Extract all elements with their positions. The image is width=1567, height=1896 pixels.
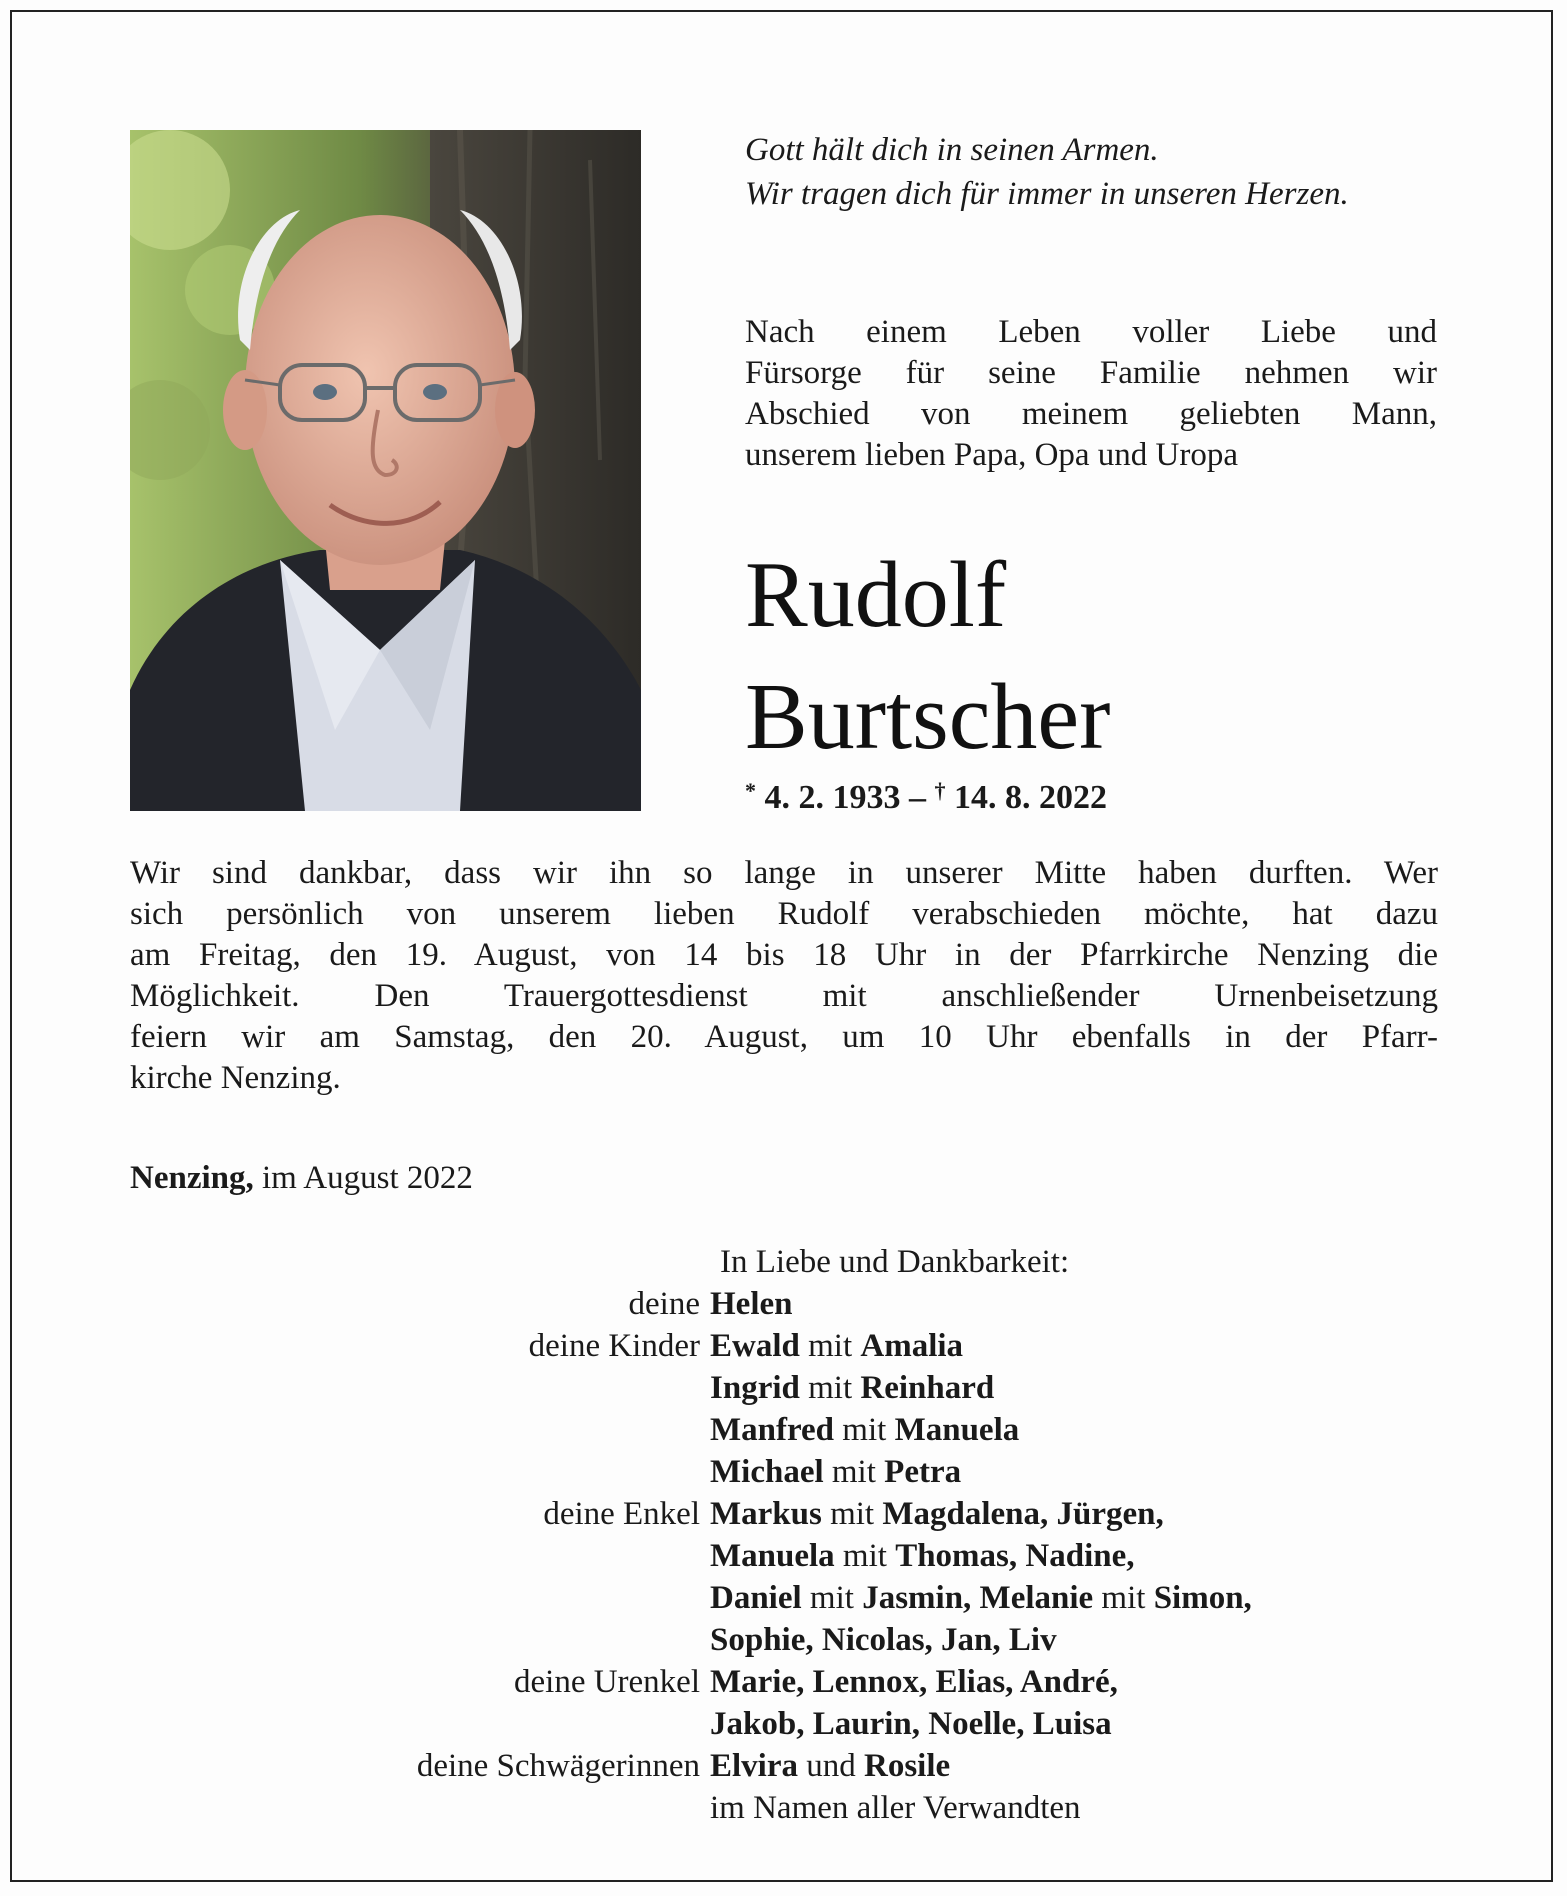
deceased-name bbox=[745, 534, 1465, 778]
family-name: Elvira bbox=[710, 1748, 798, 1784]
motto-quote bbox=[745, 128, 1465, 216]
intro-line: Fürsorge für seine Familie nehmen wir bbox=[745, 355, 1437, 391]
place-and-date bbox=[130, 1158, 473, 1199]
family-name: Helen bbox=[710, 1286, 793, 1322]
intro-line: Nach einem Leben voller Liebe und bbox=[745, 314, 1437, 350]
announcement-line: sich persönlich von unserem lieben Rudolf verabschieden möchte, hat dazu bbox=[130, 896, 1438, 932]
place-town: Nenzing, bbox=[130, 1160, 254, 1196]
announcement-line: kirche Nenzing. bbox=[130, 1060, 341, 1096]
family-name: Thomas, Nadine, bbox=[895, 1538, 1135, 1574]
family-name: Magdalena, Jürgen, bbox=[882, 1496, 1164, 1532]
family-conj: mit bbox=[842, 1412, 887, 1448]
family-name: Ingrid bbox=[710, 1370, 800, 1406]
family-name: Reinhard bbox=[860, 1370, 995, 1406]
family-conj: mit bbox=[842, 1538, 887, 1574]
family-label: deine Kinder bbox=[528, 1328, 700, 1364]
motto-line-2: Wir tragen dich für immer in unseren Herzen. bbox=[745, 176, 1349, 212]
birth-date: 4. 2. 1933 bbox=[764, 779, 901, 816]
family-row-sisters-in-law bbox=[130, 1745, 1460, 1787]
family-label: deine Urenkel bbox=[514, 1664, 700, 1700]
motto-line-1: Gott hält dich in seinen Armen. bbox=[745, 132, 1159, 168]
family-name: Petra bbox=[884, 1454, 962, 1490]
family-name: Amalia bbox=[860, 1328, 964, 1364]
family-label: deine Enkel bbox=[543, 1496, 700, 1532]
family-row-grandchildren bbox=[130, 1619, 1460, 1661]
family-label: deine Schwägerinnen bbox=[416, 1748, 700, 1784]
family-name: Ewald bbox=[710, 1328, 800, 1364]
family-name: Daniel bbox=[710, 1580, 802, 1616]
family-name: Rosile bbox=[864, 1748, 951, 1784]
family-name: Simon, bbox=[1153, 1580, 1252, 1616]
family-row-grandchildren bbox=[130, 1535, 1460, 1577]
intro-paragraph bbox=[745, 312, 1437, 476]
announcement-paragraph bbox=[130, 853, 1438, 1099]
family-conj: mit bbox=[830, 1496, 875, 1532]
family-row-grandchildren bbox=[130, 1493, 1460, 1535]
family-conj: mit bbox=[831, 1454, 876, 1490]
family-closing: im Namen aller Verwandten bbox=[710, 1790, 1081, 1826]
announcement-line: Wir sind dankbar, dass wir ihn so lange in unserer Mitte haben durften. Wer bbox=[130, 855, 1438, 891]
birth-symbol: * bbox=[745, 778, 756, 803]
family-name: Sophie, Nicolas, Jan, Liv bbox=[710, 1622, 1057, 1658]
last-name: Burtscher bbox=[745, 665, 1111, 769]
intro-line: unserem lieben Papa, Opa und Uropa bbox=[745, 437, 1239, 473]
family-row-children bbox=[130, 1451, 1460, 1493]
family-name: Michael bbox=[710, 1454, 824, 1490]
family-row-children bbox=[130, 1325, 1460, 1367]
family-row-grandchildren bbox=[130, 1577, 1460, 1619]
family-name: Jasmin, Melanie bbox=[862, 1580, 1094, 1616]
family-label: deine bbox=[628, 1286, 700, 1322]
family-header: In Liebe und Dankbarkeit: bbox=[720, 1244, 1070, 1280]
family-name: Jakob, Laurin, Noelle, Luisa bbox=[710, 1706, 1112, 1742]
family-list bbox=[130, 1241, 1460, 1829]
family-conj: mit bbox=[808, 1370, 853, 1406]
intro-line: Abschied von meinem geliebten Mann, bbox=[745, 396, 1437, 432]
first-name: Rudolf bbox=[745, 543, 1007, 647]
family-row-children bbox=[130, 1367, 1460, 1409]
place-date: im August 2022 bbox=[262, 1160, 473, 1196]
family-conj: und bbox=[806, 1748, 856, 1784]
announcement-line: feiern wir am Samstag, den 20. August, um 10 Uhr ebenfalls in der Pfarr- bbox=[130, 1019, 1438, 1055]
announcement-line: Möglichkeit. Den Trauergottesdienst mit anschließender Urnenbeisetzung bbox=[130, 978, 1438, 1014]
family-row-great-grandchildren bbox=[130, 1661, 1460, 1703]
life-dates bbox=[745, 778, 1107, 817]
death-symbol: † bbox=[934, 778, 946, 803]
family-name: Manuela bbox=[710, 1538, 835, 1574]
family-row-great-grandchildren bbox=[130, 1703, 1460, 1745]
family-name: Manuela bbox=[894, 1412, 1020, 1448]
death-date: 14. 8. 2022 bbox=[954, 779, 1107, 816]
family-name: Markus bbox=[710, 1496, 822, 1532]
date-separator: – bbox=[909, 779, 926, 816]
family-name: Marie, Lennox, Elias, André, bbox=[710, 1664, 1118, 1700]
family-row-children bbox=[130, 1409, 1460, 1451]
family-row-wife bbox=[130, 1283, 1460, 1325]
family-row-closing bbox=[130, 1787, 1460, 1829]
family-name: Manfred bbox=[710, 1412, 835, 1448]
family-conj: mit bbox=[1101, 1580, 1146, 1616]
portrait-photo bbox=[130, 130, 641, 811]
family-conj: mit bbox=[808, 1328, 853, 1364]
announcement-line: am Freitag, den 19. August, von 14 bis 18 Uhr in der Pfarrkirche Nenzing die bbox=[130, 937, 1438, 973]
family-conj: mit bbox=[809, 1580, 854, 1616]
